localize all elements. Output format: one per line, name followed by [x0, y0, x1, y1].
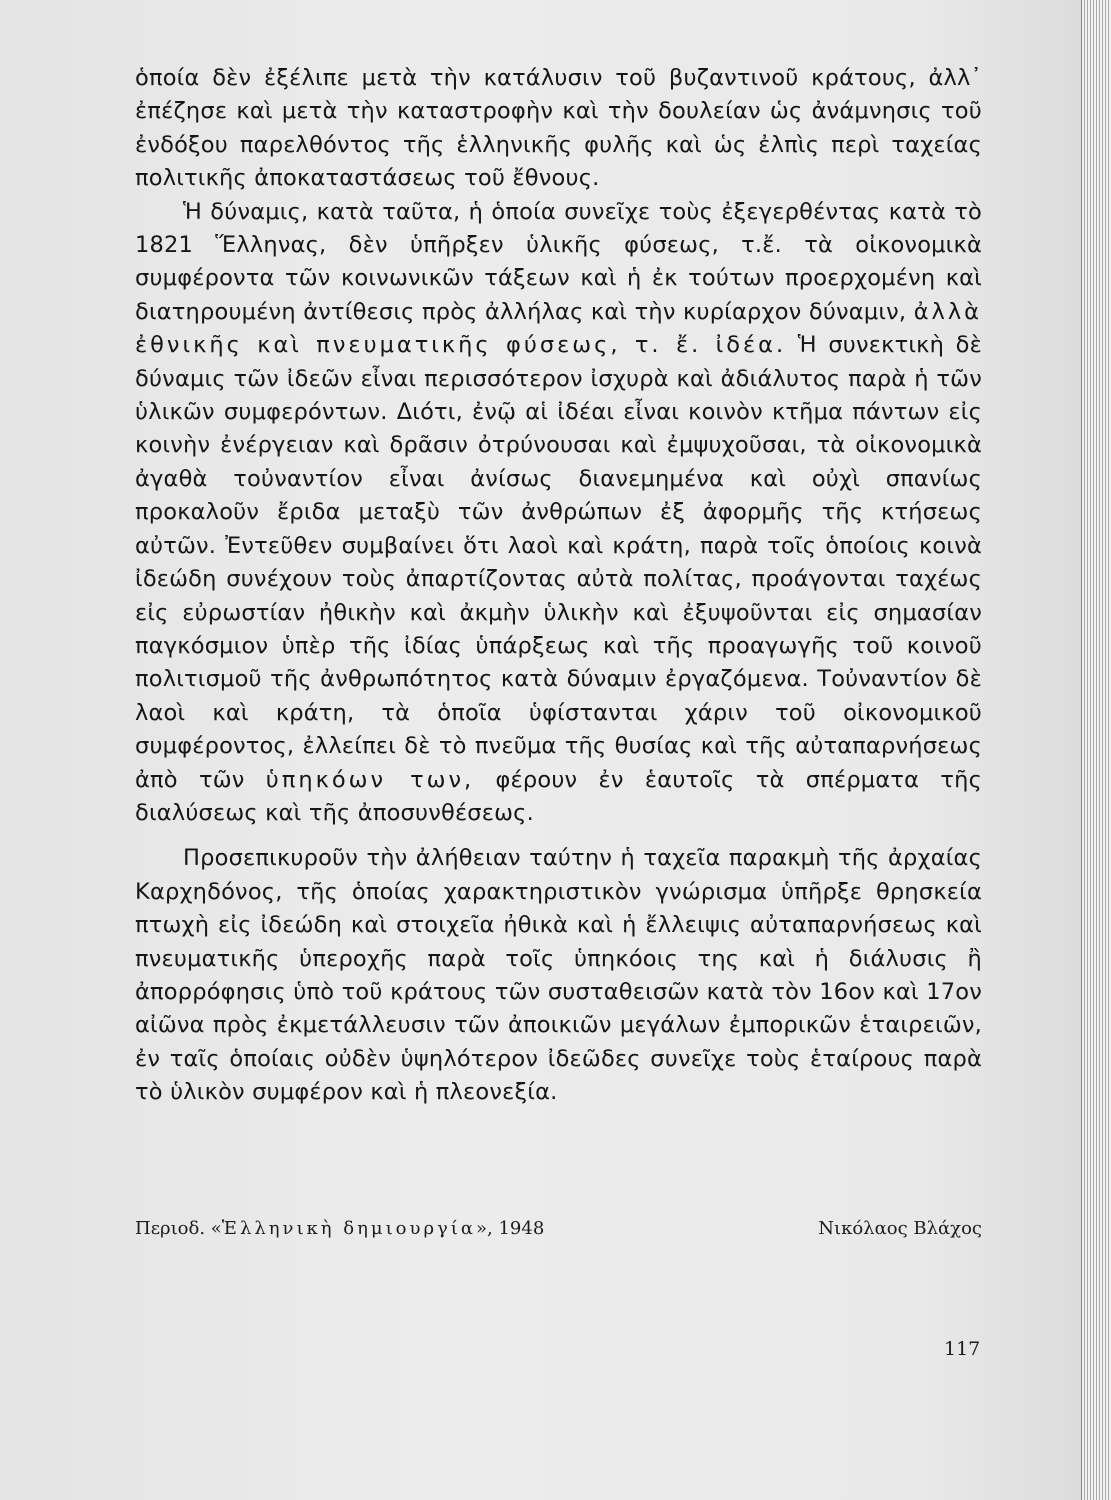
paragraph-3: Προσεπικυροῦν τὴν ἀλήθειαν ταύτην ἡ ταχεῖα παρακμὴ τῆς ἀρχαίας Καρχηδόνος, τῆς ὁποίας χαρακτηριστικὸν γνώρισμα ὑπῆρξε θρησκεία πτωχὴ εἰς ἰδεώδη καὶ στοιχεῖα ἠθικὰ καὶ ἡ ἔλλειψις αὐταπαρνήσεως καὶ πνευματικῆς ὑπεροχῆς παρὰ τοῖς ὑπηκόοις της καὶ ἡ διάλυσις ἢ ἀπορρόφησις ὑπὸ τοῦ κράτους τῶν συσταθεισῶν κατὰ τὸν 16ον καὶ 17ον αἰῶνα πρὸς ἐκμετάλλευσιν τῶν ἀποικιῶν μεγάλων ἐμπορικῶν ἑταιρειῶν, ἐν ταῖς ὁποίαις οὐδὲν ὑψηλότερον ἰδεῶδες συνεῖχε τοὺς ἑταίρους παρὰ τὸ ὑλικὸν συμφέρον καὶ ἡ πλεονεξία. — [135, 845, 982, 1106]
spaced-emphasis-2: ὑπηκόων των, — [265, 766, 475, 793]
paragraph-2-end: φέρουν ἐν ἑαυτοῖς τὰ σπέρματα τῆς διαλύσεως καὶ τῆς ἀποσυνθέσεως. — [135, 766, 982, 826]
article-body — [135, 62, 982, 1110]
source-suffix: », 1948 — [476, 1218, 545, 1239]
paragraph-2-start: Ἡ δύναμις, κατὰ ταῦτα, ἡ ὁποία συνεῖχε τοὺς ἐξεγερθέντας κατὰ τὸ 1821 Ἕλληνας, δὲν ὑπῆρξεν ὑλικῆς φύσεως, τ.ἔ. τὰ οἰκονομικὰ συμφέροντα τῶν κοινωνικῶν τάξεων καὶ ἡ ἐκ τούτων προερχομένη καὶ διατηρουμένη ἀντίθεσις πρὸς ἀλλήλας καὶ τὴν κυρίαρχον δύναμιν, — [135, 198, 982, 325]
source-prefix: Περιοδ. « — [135, 1218, 222, 1239]
page-number: 117 — [944, 1338, 981, 1360]
source-periodical — [135, 1218, 544, 1239]
source-title: Ἑλληνικὴ δημιουργία — [221, 1218, 477, 1239]
spaced-emphasis-1: ἀλλὰ ἐθνικῆς καὶ πνευματικῆς φύσεως, τ. ἔ. ἰδέα. — [135, 298, 982, 359]
paragraph-1: ὁποία δὲν ἐξέλιπε μετὰ τὴν κατάλυσιν τοῦ βυζαντινοῦ κράτους, ἀλλ᾽ ἐπέζησε καὶ μετὰ τὴν καταστροφὴν καὶ τὴν δουλείαν ὡς ἀνάμνησις τοῦ ἐνδόξου παρελθόντος τῆς ἑλληνικῆς φυλῆς καὶ ὡς ἐλπὶς περὶ ταχείας πολιτικῆς ἀποκαταστάσεως τοῦ ἔθνους. — [135, 65, 982, 192]
book-page-edges — [1081, 0, 1111, 1500]
source-citation — [135, 1218, 982, 1239]
paragraph-2-middle: Ἡ συνεκτικὴ δὲ δύναμις τῶν ἰδεῶν εἶναι περισσότερον ἰσχυρὰ καὶ ἀδιάλυτος παρὰ ἡ τῶν ὑλικῶν συμφερόντων. Διότι, ἐνῷ αἱ ἰδέαι εἶναι κοινὸν κτῆμα πάντων εἰς κοινὴν ἐνέργειαν καὶ δρᾶσιν ὀτρύνουσαι καὶ ἐμψυχοῦσαι, τὰ οἰκονομικὰ ἀγαθὰ τοὐναντίον εἶναι ἀνίσως διανεμημένα καὶ οὐχὶ σπανίως προκαλοῦν ἔριδα μεταξὺ τῶν ἀνθρώπων ἐξ ἀφορμῆς τῆς κτήσεως αὐτῶν. Ἐντεῦθεν συμβαίνει ὅτι λαοὶ καὶ κράτη, παρὰ τοῖς ὁποίοις κοινὰ ἰδεώδη συνέχουν τοὺς ἀπαρτίζοντας αὐτὰ πολίτας, προάγονται ταχέως εἰς εὐρωστίαν ἠθικὴν καὶ ἀκμὴν ὑλικὴν καὶ ἐξυψοῦνται εἰς σημασίαν παγκόσμιον ὑπὲρ τῆς ἰδίας ὑπάρξεως καὶ τῆς προαγωγῆς τοῦ κοινοῦ πολιτισμοῦ τῆς ἀνθρωπότητος κατὰ δύναμιν ἐργαζόμενα. Τοὐναντίον δὲ λαοὶ καὶ κράτη, τὰ ὁποῖα ὑφίστανται χάριν τοῦ οἰκονομικοῦ συμφέροντος, ἐλλείπει δὲ τὸ πνεῦμα τῆς θυσίας καὶ τῆς αὐταπαρνήσεως ἀπὸ τῶν — [135, 332, 982, 793]
source-author: Νικόλαος Βλάχος — [818, 1218, 982, 1239]
paragraph-2 — [135, 196, 982, 831]
